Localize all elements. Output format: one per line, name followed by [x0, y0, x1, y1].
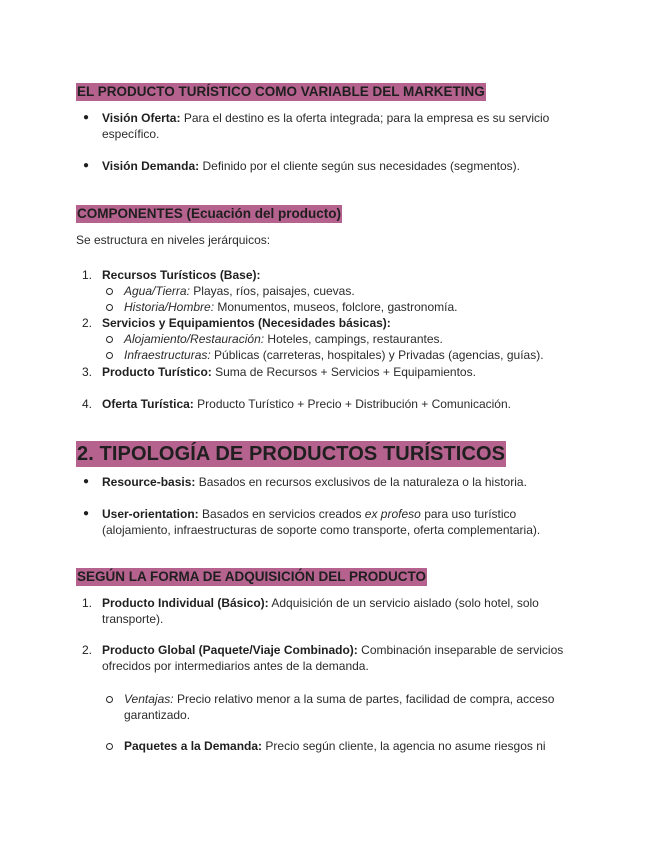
item-text: Combinación inseparable de servicios	[361, 643, 564, 657]
sub-item-text: Públicas (carreteras, hospitales) y Privadas (agencias, guías).	[214, 348, 544, 362]
sub-item-text: Hoteles, campings, restaurantes.	[267, 332, 443, 346]
list-item-producto-turistico	[102, 364, 476, 380]
sub-item-infraestructuras	[124, 347, 544, 363]
item-text-continuation: ofrecidos por intermediarios antes de la demanda.	[102, 659, 369, 673]
bullet-dot: ●	[83, 112, 90, 123]
list-item-vision-oferta	[102, 110, 549, 126]
item-text-italic: ex profeso	[364, 507, 421, 521]
list-item-vision-demanda	[102, 158, 520, 174]
sub-item-paquetes-demanda	[124, 738, 546, 754]
list-number: 1.	[82, 596, 93, 610]
item-label: Producto Turístico:	[102, 365, 212, 379]
item-label: Oferta Turística:	[102, 397, 194, 411]
sub-item-text-continuation: garantizado.	[124, 708, 191, 722]
item-label: User-orientation:	[102, 507, 199, 521]
list-item-producto-individual	[102, 595, 539, 611]
list-number: 3.	[82, 365, 93, 379]
list-item-user-orientation	[102, 506, 516, 522]
section-heading-tipologia: 2. TIPOLOGÍA DE PRODUCTOS TURÍSTICOS	[77, 443, 506, 465]
sub-item-label: Ventajas:	[124, 692, 174, 706]
circle-bullet	[106, 336, 113, 343]
item-text: Definido por el cliente según sus necesidades (segmentos).	[202, 159, 520, 173]
circle-bullet	[106, 288, 113, 295]
bullet-dot: ●	[83, 508, 90, 519]
item-label: Servicios y Equipamientos (Necesidades básicas):	[102, 316, 391, 330]
sub-item-label: Agua/Tierra:	[124, 284, 190, 298]
item-label: Resource-basis:	[102, 475, 196, 489]
sub-item-agua-tierra	[124, 283, 355, 299]
section-intro: Se estructura en niveles jerárquicos:	[76, 233, 271, 247]
item-text: para uso turístico	[424, 507, 517, 521]
item-text: Para el destino es la oferta integrada; para la empresa es su servicio	[183, 111, 550, 125]
list-number: 2.	[82, 643, 93, 657]
sub-item-text: Playas, ríos, paisajes, cuevas.	[193, 284, 355, 298]
list-item-servicios	[102, 315, 391, 331]
sub-item-text: Precio según cliente, la agencia no asume riesgos ni	[265, 739, 546, 753]
item-text-continuation: específico.	[102, 127, 160, 141]
sub-item-ventajas	[124, 691, 554, 707]
sub-item-label: Paquetes a la Demanda:	[124, 739, 263, 753]
bullet-dot: ●	[83, 160, 90, 171]
sub-item-label: Infraestructuras:	[124, 348, 211, 362]
circle-bullet	[106, 352, 113, 359]
item-text: Producto Turístico + Precio + Distribución + Comunicación.	[197, 397, 511, 411]
item-text-continuation: (alojamiento, infraestructuras de soporte como transporte, oferta complementaria).	[102, 523, 541, 537]
circle-bullet	[106, 696, 113, 703]
sub-item-text: Monumentos, museos, folclore, gastronomía.	[217, 300, 458, 314]
section-heading-marketing: EL PRODUCTO TURÍSTICO COMO VARIABLE DEL MARKETING	[77, 84, 485, 99]
list-number: 4.	[82, 397, 93, 411]
list-item-resource-basis	[102, 474, 527, 490]
list-item-recursos	[102, 267, 261, 283]
section-heading-adquisicion: SEGÚN LA FORMA DE ADQUISICIÓN DEL PRODUCTO	[77, 569, 427, 584]
item-text: Basados en recursos exclusivos de la naturaleza o la historia.	[198, 475, 527, 489]
item-label: Visión Oferta:	[102, 111, 181, 125]
item-text: Basados en servicios creados	[202, 507, 362, 521]
sub-item-text: Precio relativo menor a la suma de partes, facilidad de compra, acceso	[176, 692, 555, 706]
item-text: Suma de Recursos + Servicios + Equipamientos.	[215, 365, 476, 379]
sub-item-alojamiento	[124, 331, 443, 347]
list-number: 1.	[82, 268, 93, 282]
item-label: Producto Global (Paquete/Viaje Combinado):	[102, 643, 358, 657]
sub-item-label: Alojamiento/Restauración:	[124, 332, 265, 346]
item-text-continuation: transporte).	[102, 612, 164, 626]
item-text: Adquisición de un servicio aislado (solo hotel, solo	[271, 596, 539, 610]
circle-bullet	[106, 304, 113, 311]
bullet-dot: ●	[83, 476, 90, 487]
list-number: 2.	[82, 316, 93, 330]
sub-item-historia-hombre	[124, 299, 458, 315]
section-heading-componentes: COMPONENTES (Ecuación del producto)	[77, 206, 342, 221]
item-label: Producto Individual (Básico):	[102, 596, 269, 610]
list-item-oferta-turistica	[102, 396, 511, 412]
circle-bullet	[106, 743, 113, 750]
item-label: Recursos Turísticos (Base):	[102, 268, 261, 282]
sub-item-label: Historia/Hombre:	[124, 300, 215, 314]
item-label: Visión Demanda:	[102, 159, 200, 173]
list-item-producto-global	[102, 642, 563, 658]
